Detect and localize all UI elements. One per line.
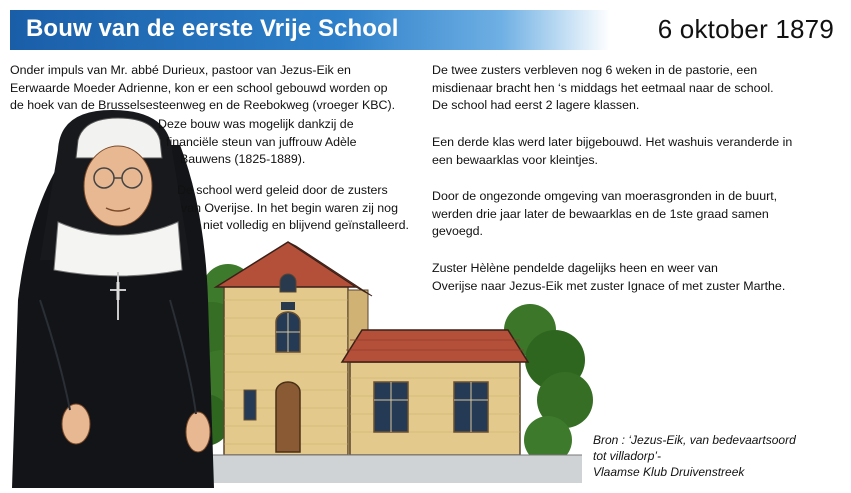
right-paragraph-4: Zuster Hèlène pendelde dagelijks heen en weer van Overijse naar Jezus-Eik met zuster Ignace of met zuster Marthe. <box>432 261 786 293</box>
date-label: 6 oktober 1879 <box>657 14 834 44</box>
school-tower <box>216 242 372 455</box>
right-paragraph-3: Door de ongezonde omgeving van moerasgronden in de buurt, werden drie jaar later de bewaarklas en de 1ste graad samen gevoegd. <box>432 189 778 238</box>
school-wing <box>342 330 528 455</box>
page-title: Bouw van de eerste Vrije School <box>26 15 399 42</box>
right-paragraph-1: De twee zusters verbleven nog 6 weken in de pastorie, een misdienaar bracht hen ‘s middags het eetmaal naar de school. De school had eerst 2 lagere klassen. <box>432 63 774 112</box>
funding-paragraph: Deze bouw was mogelijk dankzij de financiële steun van juffrouw Adèle Bauwens (1825-1889). <box>158 117 357 166</box>
source-credit: Bron : ‘Jezus-Eik, van bedevaartsoord tot villadorp’- Vlaamse Klub Druivenstreek <box>593 433 796 479</box>
sisters-paragraph: De school werd geleid door de zusters van Overijse. In het begin waren zij nog niet volledig en blijvend geïnstalleerd. <box>177 183 409 232</box>
intro-paragraph: Onder impuls van Mr. abbé Durieux, pastoor van Jezus-Eik en Eerwaarde Moeder Adrienne, kon er een school gebouwd worden op de hoek van de Brusselsesteenweg en de Reebokweg (vroeger KBC). <box>10 63 396 112</box>
ground <box>150 455 582 483</box>
right-paragraph-2: Een derde klas werd later bijgebouwd. Het washuis veranderde in een bewaarklas voor kleintjes. <box>432 135 793 167</box>
